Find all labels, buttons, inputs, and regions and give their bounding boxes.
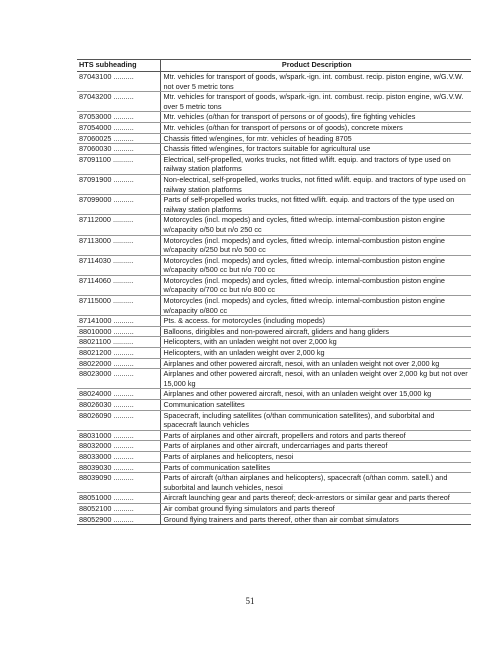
table-row <box>77 473 471 493</box>
table-row <box>77 235 471 255</box>
product-description-cell: Motorcycles (incl. mopeds) and cycles, fitted w/recip. internal-combustion piston engine w/capacity o/700 cc but n/o 800 cc <box>160 275 471 295</box>
product-description-cell: Parts of communication satellites <box>160 462 471 473</box>
product-description-cell: Chassis fitted w/engines, for mtr. vehicles of heading 8705 <box>160 133 471 144</box>
hts-code-cell: 87099000 .......... <box>77 195 160 215</box>
product-description-cell: Motorcycles (incl. mopeds) and cycles, fitted w/recip. internal-combustion piston engine w/capacity o/500 cc but n/o 700 cc <box>160 255 471 275</box>
table-row <box>77 451 471 462</box>
product-description-cell: Pts. & access. for motorcycles (including mopeds) <box>160 316 471 327</box>
product-description-cell: Electrical, self-propelled, works trucks, not fitted w/lift. equip. and tractors of type used on railway station platforms <box>160 154 471 174</box>
hts-code-cell: 88026030 .......... <box>77 400 160 411</box>
table-row <box>77 441 471 452</box>
table-row <box>77 144 471 155</box>
table-row <box>77 174 471 194</box>
hts-code-cell: 87060030 .......... <box>77 144 160 155</box>
product-description-cell: Motorcycles (incl. mopeds) and cycles, fitted w/recip. internal-combustion piston engine w/capacity o/250 but n/o 500 cc <box>160 235 471 255</box>
hts-code-cell: 87091900 .......... <box>77 174 160 194</box>
table-row <box>77 389 471 400</box>
page-number: 51 <box>245 596 255 606</box>
table-row <box>77 348 471 359</box>
table-row <box>77 296 471 316</box>
hts-code-cell: 87060025 .......... <box>77 133 160 144</box>
hts-code-cell: 87091100 .......... <box>77 154 160 174</box>
product-description-cell: Airplanes and other powered aircraft, nesoi, with an unladen weight over 2,000 kg but not over 15,000 kg <box>160 369 471 389</box>
product-description-cell: Mtr. vehicles (o/than for transport of persons or of goods), concrete mixers <box>160 122 471 133</box>
table-row <box>77 410 471 430</box>
hts-code-cell: 87112000 .......... <box>77 215 160 235</box>
hts-code-cell: 88039030 .......... <box>77 462 160 473</box>
table-body <box>77 72 471 525</box>
table-row <box>77 255 471 275</box>
product-description-cell: Communication satellites <box>160 400 471 411</box>
hts-code-cell: 88010000 .......... <box>77 326 160 337</box>
column-header-product-description: Product Description <box>160 60 471 72</box>
hts-code-cell: 88024000 .......... <box>77 389 160 400</box>
product-description-cell: Motorcycles (incl. mopeds) and cycles, fitted w/recip. internal-combustion piston engine w/capacity o/50 but n/o 250 cc <box>160 215 471 235</box>
hts-code-cell: 87141000 .......... <box>77 316 160 327</box>
hts-table <box>77 59 471 525</box>
hts-code-cell: 88051000 .......... <box>77 493 160 504</box>
product-description-cell: Helicopters, with an unladen weight over 2,000 kg <box>160 348 471 359</box>
hts-code-cell: 87115000 .......... <box>77 296 160 316</box>
table-row <box>77 462 471 473</box>
table-row <box>77 92 471 112</box>
hts-code-cell: 88032000 .......... <box>77 441 160 452</box>
hts-code-cell: 87053000 .......... <box>77 112 160 123</box>
hts-code-cell: 88052100 .......... <box>77 503 160 514</box>
table-row <box>77 215 471 235</box>
table-row <box>77 122 471 133</box>
hts-code-cell: 88022000 .......... <box>77 358 160 369</box>
hts-code-cell: 87114030 .......... <box>77 255 160 275</box>
table-row <box>77 369 471 389</box>
product-description-cell: Motorcycles (incl. mopeds) and cycles, fitted w/recip. internal-combustion piston engine w/capacity o/800 cc <box>160 296 471 316</box>
table-row <box>77 514 471 525</box>
product-description-cell: Spacecraft, including satellites (o/than communication satellites), and suborbital and spacecraft launch vehicles <box>160 410 471 430</box>
product-description-cell: Parts of airplanes and other aircraft, propellers and rotors and parts thereof <box>160 430 471 441</box>
column-header-hts-subheading: HTS subheading <box>77 60 160 72</box>
table-header-row <box>77 60 471 72</box>
table-row <box>77 493 471 504</box>
table-row <box>77 358 471 369</box>
product-description-cell: Parts of self-propelled works trucks, not fitted w/lift. equip. and tractors of the type used on railway station platforms <box>160 195 471 215</box>
table-row <box>77 112 471 123</box>
hts-code-cell: 87043100 .......... <box>77 72 160 92</box>
table-row <box>77 337 471 348</box>
hts-code-cell: 88031000 .......... <box>77 430 160 441</box>
table-row <box>77 400 471 411</box>
hts-code-cell: 88023000 .......... <box>77 369 160 389</box>
hts-code-cell: 88021100 .......... <box>77 337 160 348</box>
product-description-cell: Airplanes and other powered aircraft, nesoi, with an unladen weight not over 2,000 kg <box>160 358 471 369</box>
hts-code-cell: 87054000 .......... <box>77 122 160 133</box>
product-description-cell: Aircraft launching gear and parts thereof; deck-arrestors or similar gear and parts thereof <box>160 493 471 504</box>
hts-code-cell: 88033000 .......... <box>77 451 160 462</box>
product-description-cell: Parts of airplanes and other aircraft, undercarriages and parts thereof <box>160 441 471 452</box>
product-description-cell: Balloons, dirigibles and non-powered aircraft, gliders and hang gliders <box>160 326 471 337</box>
hts-code-cell: 87043200 .......... <box>77 92 160 112</box>
table-row <box>77 316 471 327</box>
hts-code-cell: 87114060 .......... <box>77 275 160 295</box>
product-description-cell: Mtr. vehicles for transport of goods, w/spark.-ign. int. combust. recip. piston engine, w/G.V.W. over 5 metric tons <box>160 92 471 112</box>
product-description-cell: Non-electrical, self-propelled, works trucks, not fitted w/lift. equip. and tractors of type used on railway station platforms <box>160 174 471 194</box>
hts-code-cell: 88026090 .......... <box>77 410 160 430</box>
product-description-cell: Mtr. vehicles (o/than for transport of persons or of goods), fire fighting vehicles <box>160 112 471 123</box>
table-row <box>77 326 471 337</box>
product-description-cell: Parts of airplanes and helicopters, nesoi <box>160 451 471 462</box>
product-description-cell: Helicopters, with an unladen weight not over 2,000 kg <box>160 337 471 348</box>
table-row <box>77 154 471 174</box>
product-description-cell: Parts of aircraft (o/than airplanes and helicopters), spacecraft (o/than comm. satell.) and suborbital and launch vehicles, nesoi <box>160 473 471 493</box>
product-description-cell: Chassis fitted w/engines, for tractors suitable for agricultural use <box>160 144 471 155</box>
table-row <box>77 430 471 441</box>
product-description-cell: Airplanes and other powered aircraft, nesoi, with an unladen weight over 15,000 kg <box>160 389 471 400</box>
table-row <box>77 503 471 514</box>
table-row <box>77 275 471 295</box>
hts-code-cell: 88021200 .......... <box>77 348 160 359</box>
product-description-cell: Mtr. vehicles for transport of goods, w/spark.-ign. int. combust. recip. piston engine, w/G.V.W. not over 5 metric tons <box>160 72 471 92</box>
table-row <box>77 195 471 215</box>
table-row <box>77 133 471 144</box>
table-row <box>77 72 471 92</box>
hts-code-cell: 88039090 .......... <box>77 473 160 493</box>
hts-code-cell: 88052900 .......... <box>77 514 160 525</box>
product-description-cell: Ground flying trainers and parts thereof, other than air combat simulators <box>160 514 471 525</box>
hts-code-cell: 87113000 .......... <box>77 235 160 255</box>
product-description-cell: Air combat ground flying simulators and parts thereof <box>160 503 471 514</box>
